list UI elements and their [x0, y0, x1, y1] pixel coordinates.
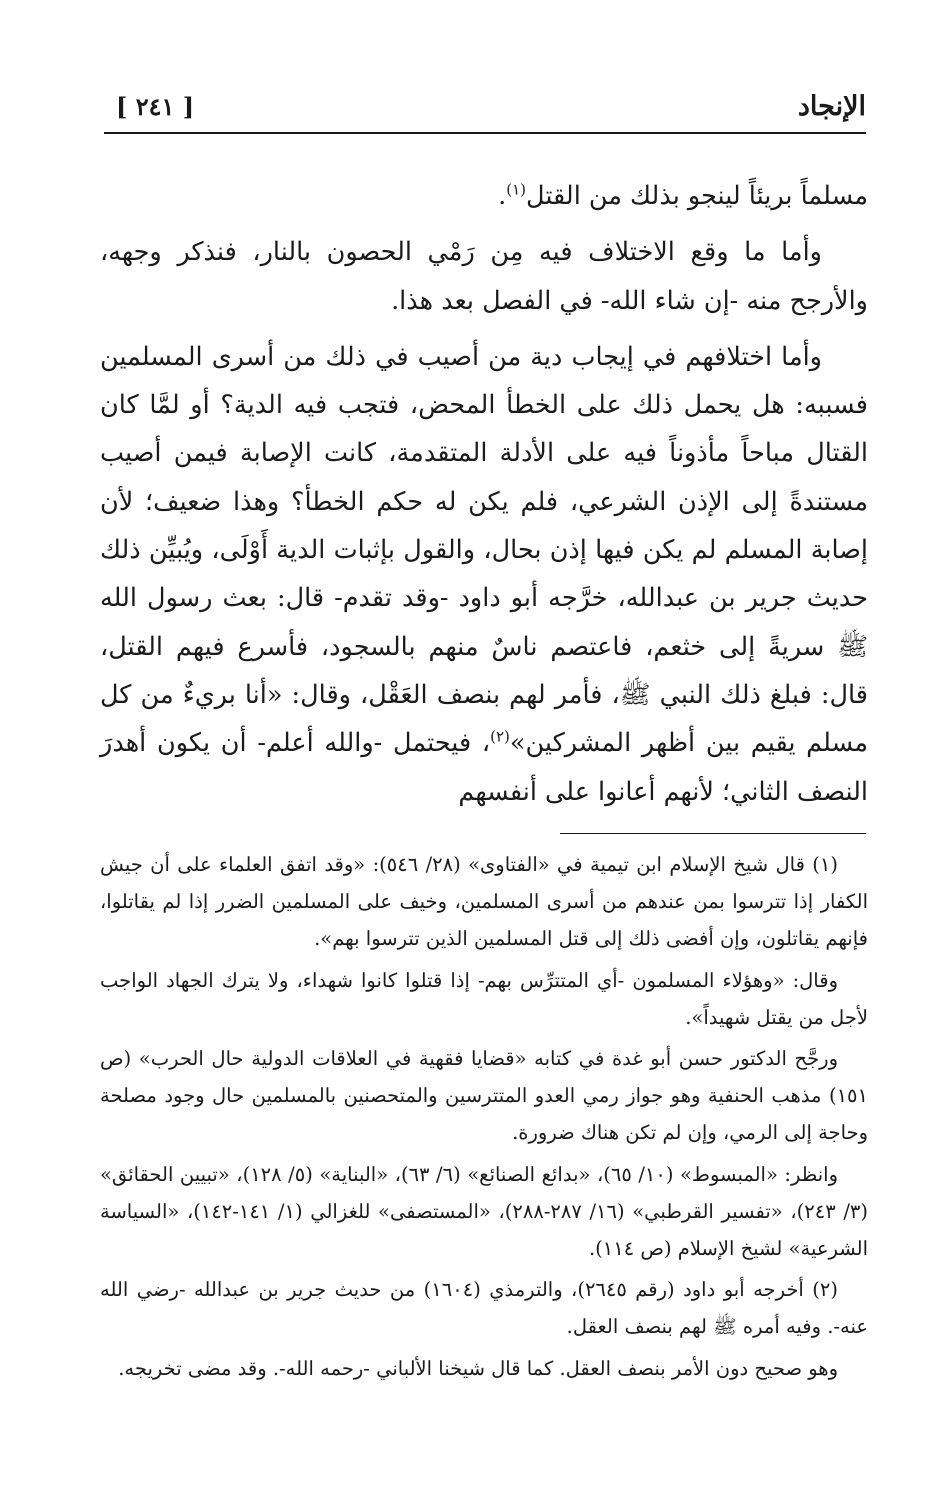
footnote-ref-2: (٢) — [490, 727, 510, 746]
main-text — [100, 172, 868, 816]
footnote-ref-1: (١) — [506, 180, 527, 199]
footnote-1: (١) قال شيخ الإسلام ابن تيمية في «الفتاوى» (٢٨/ ٥٤٦): «وقد اتفق العلماء على أن جيش الكفار إذا تترسوا بمن عندهم من أسرى المسلمين، وخيف على المسلمين الضرر إذا لم يقاتلوا، فإنهم يقاتلون، وإن أفضى ذلك إلى قتل المسلمين الذين تترسوا بهم». — [100, 853, 868, 951]
footnotes — [100, 846, 868, 1387]
paragraph-2: وأما ما وقع الاختلاف فيه مِن رَمْي الحصون بالنار، فنذكر وجهه، والأرجح منه -إن شاء الله- في الفصل بعد هذا. — [100, 237, 868, 316]
paragraph-1-text: مسلماً بريئاً لينجو بذلك من القتل — [526, 181, 868, 211]
paragraph-3-text: وأما اختلافهم في إيجاب دية من أصيب في ذلك من أسرى المسلمين فسببه: هل يحمل ذلك على الخطأ المحض، فتجب فيه الدية؟ أو لمَّا كان القتال مباحاً مأذوناً فيه على الأدلة المتقدمة، كانت الإصابة فيمن أصيب مستندةً إلى الإذن الشرعي، فلم يكن له حكم الخطأ؟ وهذا ضعيف؛ لأن إصابة المسلم لم يكن فيها إذن بحال، والقول بإثبات الدية أَوْلَى، ويُبيِّن ذلك حديث جرير بن عبدالله، خرَّجه أبو داود -وقد تقدم- قال: بعث رسول الله ﷺ سريةً إلى خثعم، فاعتصم ناسٌ منهم بالسجود، فأسرع فيهم القتل، قال: فبلغ ذلك النبي ﷺ، فأمر لهم بنصف العَقْل، وقال: «أنا بريءٌ من كل مسلم يقيم بين أظهر المشركين» — [100, 341, 868, 759]
footnote-1-continued-a: وقال: «وهؤلاء المسلمون -أي المتترِّس بهم- إذا قتلوا كانوا شهداء، ولا يترك الجهاد الواجب لأجل من يقتل شهيداً». — [100, 968, 868, 1029]
footnote-separator — [560, 833, 866, 834]
footnote-1-continued-b: ورجَّح الدكتور حسن أبو غدة في كتابه «قضايا فقهية في العلاقات الدولية حال الحرب» (ص ١٥١) مذهب الحنفية وهو جواز رمي العدو المتترسين والمتحصنين بالمسلمين حال وجود مصلحة وحاجة إلى الرمي، وإن لم تكن هناك ضرورة. — [100, 1047, 868, 1145]
footnote-2-continued: وهو صحيح دون الأمر بنصف العقل. كما قال شيخنا الألباني -رحمه الله-. وقد مضى تخريجه. — [118, 1356, 838, 1380]
paragraph-3 — [100, 333, 868, 816]
footnote-1-continued-c: وانظر: «المبسوط» (١٠/ ٦٥)، «بدائع الصنائع» (٦/ ٦٣)، «البناية» (٥/ ١٢٨)، «تبيين الحقائق» (٣/ ٢٤٣)، «تفسير القرطبي» (١٦/ ٢٨٧-٢٨٨)، «المستصفى» للغزالي (١/ ١٤١-١٤٢)، «السياسة الشرعية» لشيخ الإسلام (ص ١١٤). — [100, 1162, 868, 1261]
page-header — [104, 86, 866, 130]
footnote-2: (٢) أخرجه أبو داود (رقم ٢٦٤٥)، والترمذي (١٦٠٤) من حديث جرير بن عبدالله -رضي الله عنه-. وفيه أمره ﷺ لهم بنصف العقل. — [100, 1278, 868, 1339]
paragraph-3-end: ، فيحتمل -والله أعلم- أن يكون أهدرَ النصف الثاني؛ لأنهم أعانوا على أنفسهم — [100, 728, 868, 807]
paragraph-1-end: . — [498, 181, 507, 211]
header-rule — [104, 132, 866, 134]
page-number: [ ٢٤١ ] — [116, 92, 195, 121]
chapter-title: الإنجاد — [797, 91, 866, 122]
paragraph-1 — [100, 172, 868, 220]
